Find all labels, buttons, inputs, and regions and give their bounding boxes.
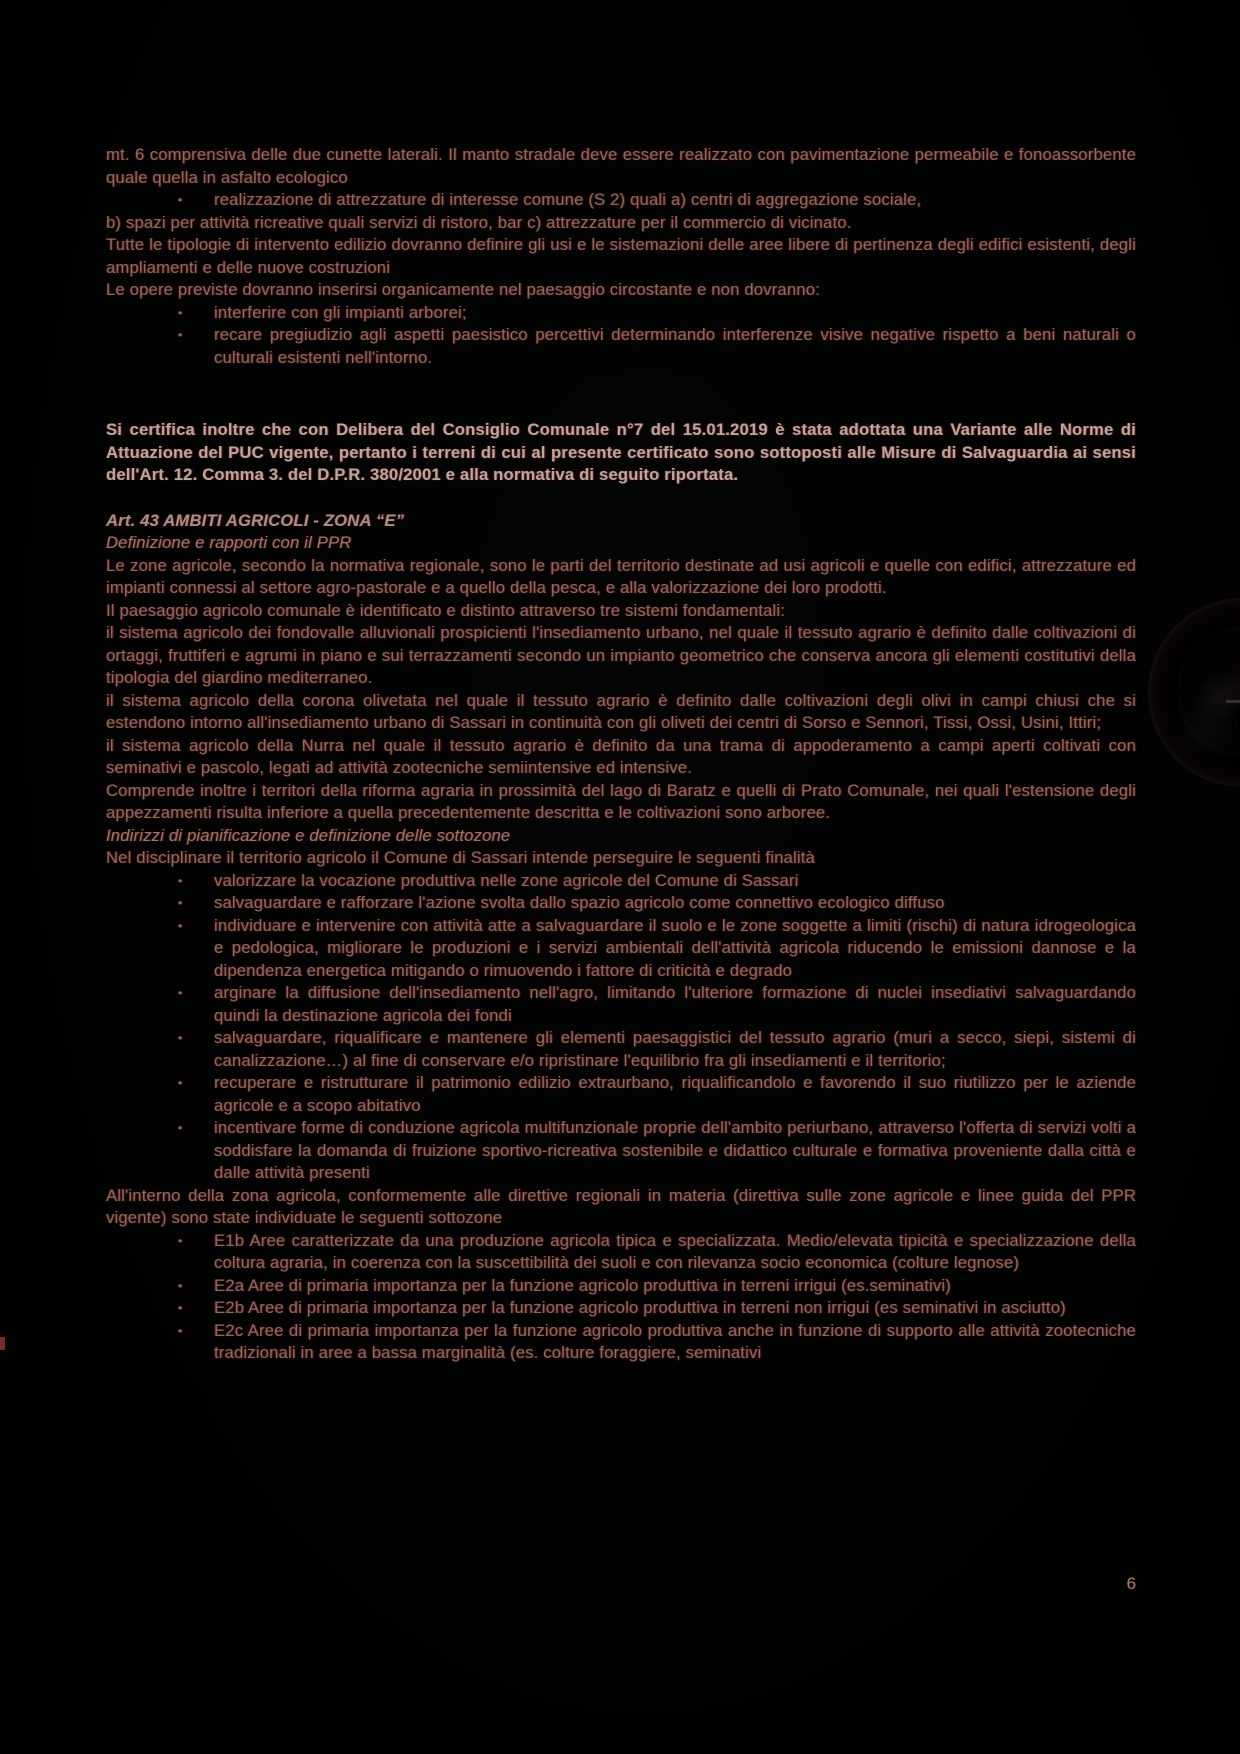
list-item [106, 982, 1136, 1027]
article-heading: Art. 43 AMBITI AGRICOLI - ZONA “E” [106, 510, 405, 530]
list-item-text: E2c Aree di primaria importanza per la funzione agricolo produttiva anche in funzione di supporto alle attività zootecniche tradizionali in aree a bassa marginalità (es. colture foraggiere, seminativi [214, 1320, 1136, 1362]
bullet-icon: • [178, 986, 183, 1000]
list-item [106, 1117, 1136, 1185]
paragraph: Tutte le tipologie di intervento edilizio dovranno definire gli usi e le sistemazioni delle aree libere di pertinenza degli edifici esistenti, degli ampliamenti e delle nuove costruzioni [106, 235, 1136, 277]
stamp-seal-icon [1148, 598, 1240, 787]
paragraph: Nel disciplinare il territorio agricolo il Comune di Sassari intende perseguire le seguenti finalità [106, 848, 815, 867]
paragraph: il sistema agricolo della corona olivetata nel quale il tessuto agrario è definito dalle coltivazioni degli olivi in campi chiusi che si estendono intorno all'insediamento urbano di Sassari in continuità con gli oliveti dei centri di Sorso e Sennori, Tissi, Ossi, Usini, Ittiri; [106, 690, 1136, 732]
list-item-text: salvaguardare, riqualificare e mantenere gli elementi paesaggistici del tessuto agrario (muri a secco, siepi, sistemi di canalizzazione…) al fine di conservare e/o ripristinare l'equilibrio fra gli insediamenti e il territorio; [214, 1028, 1136, 1070]
bullet-icon: • [178, 873, 183, 888]
paragraph: mt. 6 comprensiva delle due cunette laterali. Il manto stradale deve essere realizzato con pavimentazione permeabile e fonoassorbente quale quella in asfalto ecologico [106, 145, 1136, 187]
list-item-text: E2a Aree di primaria importanza per la funzione agricolo produttiva in terreni irrigui (es.seminativi) [214, 1275, 952, 1295]
bullet-icon: • [178, 1031, 183, 1045]
paragraph: il sistema agricolo della Nurra nel quale il tessuto agrario è definito da una trama di appoderamento a campi aperti coltivati con seminativi e pascolo, legati ad attività zootecniche semiintensive ed intensive. [106, 735, 1136, 777]
list-item-text: valorizzare la vocazione produttiva nelle zone agricole del Comune di Sassari [214, 870, 799, 890]
document-text-area [106, 144, 1136, 1365]
certification-paragraph: Si certifica inoltre che con Delibera del Consiglio Comunale n°7 del 15.01.2019 è stata adottata una Variante alle Norme di Attuazione del PUC vigente, pertanto i terreni di cui al presente certificato sono sottoposti alle Misure di Salvaguardia ai sensi dell'Art. 12. Comma 3. del D.P.R. 380/2001 e alla normativa di seguito riportata. [106, 420, 1136, 484]
list-item [106, 1320, 1136, 1365]
bullet-icon: • [178, 896, 183, 910]
bullet-icon: • [178, 193, 183, 207]
bullet-icon: • [178, 328, 183, 342]
paragraph: Il paesaggio agricolo comunale è identificato e distinto attraverso tre sistemi fondamentali: [106, 600, 786, 620]
paragraph: b) spazi per attività ricreative quali servizi di ristoro, bar c) attrezzature per il commercio di vicinato. [106, 212, 852, 232]
bullet-icon: • [178, 1323, 183, 1338]
list-item-text: incentivare forme di conduzione agricola multifunzionale proprie dell'ambito periurbano, attraverso l'offerta di servizi volti a soddisfare la domanda di fruizione sportivo-ricreativa sostenibile e didattico culturale e formativa proveniente dalla città e dalle attività presenti [214, 1118, 1136, 1182]
list-item [106, 1230, 1136, 1275]
bullet-icon: • [178, 918, 183, 933]
list-item-text: arginare la diffusione dell'insediamento nell'agro, limitando l'ulteriore formazione di nuclei insediativi salvaguardando quindi la destinazione agricola dei fondi [214, 983, 1136, 1025]
list-item-text: salvaguardare e rafforzare l'azione svolta dallo spazio agricolo come connettivo ecologico diffuso [214, 893, 945, 912]
bullet-icon: • [178, 305, 183, 320]
list-item [106, 1275, 1136, 1298]
paragraph: Le opere previste dovranno inserirsi organicamente nel paesaggio circostante e non dovranno: [106, 280, 820, 299]
list-item [106, 1027, 1136, 1072]
page-number: 6 [1126, 1574, 1136, 1593]
stamp-seal-inner-ring [1178, 628, 1240, 755]
list-item-text: individuare e intervenire con attività atte a salvaguardare il suolo e le zone soggette a limiti (rischi) di natura idrogeologica e pedologica, migliorare le produzioni e i servizi ambientali dell'attività agricola riducendo le emissioni dannose e la dipendenza energetica mitigando o rimuovendo i fattore di criticità e degrado [214, 915, 1136, 980]
paragraph: il sistema agricolo dei fondovalle alluvionali prospicienti l'insediamento urbano, nel quale il tessuto agrario è definito dalle coltivazioni di ortaggi, fruttiferi e agrumi in piano e sui terrazzamenti secondo un impianto geometrico che conserva ancora gli elementi costitutivi della tipologia del giardino mediterraneo. [106, 623, 1136, 687]
bullet-icon: • [178, 1278, 183, 1293]
list-item [106, 324, 1136, 369]
list-item [106, 1297, 1136, 1320]
list-item [106, 1072, 1136, 1117]
scan-edge-artifact [0, 1337, 5, 1350]
subheading-italic: Indirizzi di pianificazione e definizione delle sottozone [106, 825, 511, 845]
list-item [106, 302, 1136, 325]
bullet-icon: • [178, 1301, 183, 1315]
list-item [106, 915, 1136, 983]
list-item [106, 892, 1136, 915]
paragraph: Le zone agricole, secondo la normativa regionale, sono le parti del territorio destinate ad usi agricoli e quelle con edifici, attrezzature ed impianti connessi al settore agro-pastorale e a quello della pesca, e alla valorizzazione dei loro prodotti. [106, 555, 1136, 597]
list-item-text: recare pregiudizio agli aspetti paesistico percettivi determinando interferenze visive negative rispetto a beni naturali o culturali esistenti nell'intorno. [214, 325, 1136, 367]
paragraph: All'interno della zona agricola, conformemente alle direttive regionali in materia (direttiva sulle zone agricole e linee guida del PPR vigente) sono state individuate le seguenti sottozone [106, 1185, 1136, 1227]
bullet-icon: • [178, 1076, 183, 1090]
list-item-text: E1b Aree caratterizzate da una produzione agricola tipica e specializzata. Medio/elevata tipicità e specializzazione della coltura agraria, in coerenza con la suscettibilità dei suoli e con rilevanza socio economica (colture legnose) [214, 1230, 1136, 1272]
list-item-text: E2b Aree di primaria importanza per la funzione agricolo produttiva in terreni non irrigui (es seminativi in asciutto) [214, 1298, 1066, 1317]
list-item-text: interferire con gli impianti arborei; [214, 302, 467, 322]
subheading-italic: Definizione e rapporti con il PPR [106, 533, 352, 552]
list-item [106, 870, 1136, 893]
bullet-icon: • [178, 1233, 183, 1248]
paragraph: Comprende inoltre i territori della riforma agraria in prossimità del lago di Baratz e quelli di Prato Comunale, nei quali l'estensione degli appezzamenti risulta inferiore a quella precedentemente descritta e le coltivazioni sono arboree. [106, 780, 1136, 822]
list-item-text: recuperare e ristrutturare il patrimonio edilizio extraurbano, riqualificandolo e favorendo il suo riutilizzo per le aziende agricole e a scopo abitativo [214, 1073, 1136, 1115]
list-item [106, 189, 1136, 212]
list-item-text: realizzazione di attrezzature di interesse comune (S 2) quali a) centri di aggregazione sociale, [214, 190, 922, 209]
scan-edge-artifact [1226, 700, 1240, 703]
bullet-icon: • [178, 1121, 183, 1135]
